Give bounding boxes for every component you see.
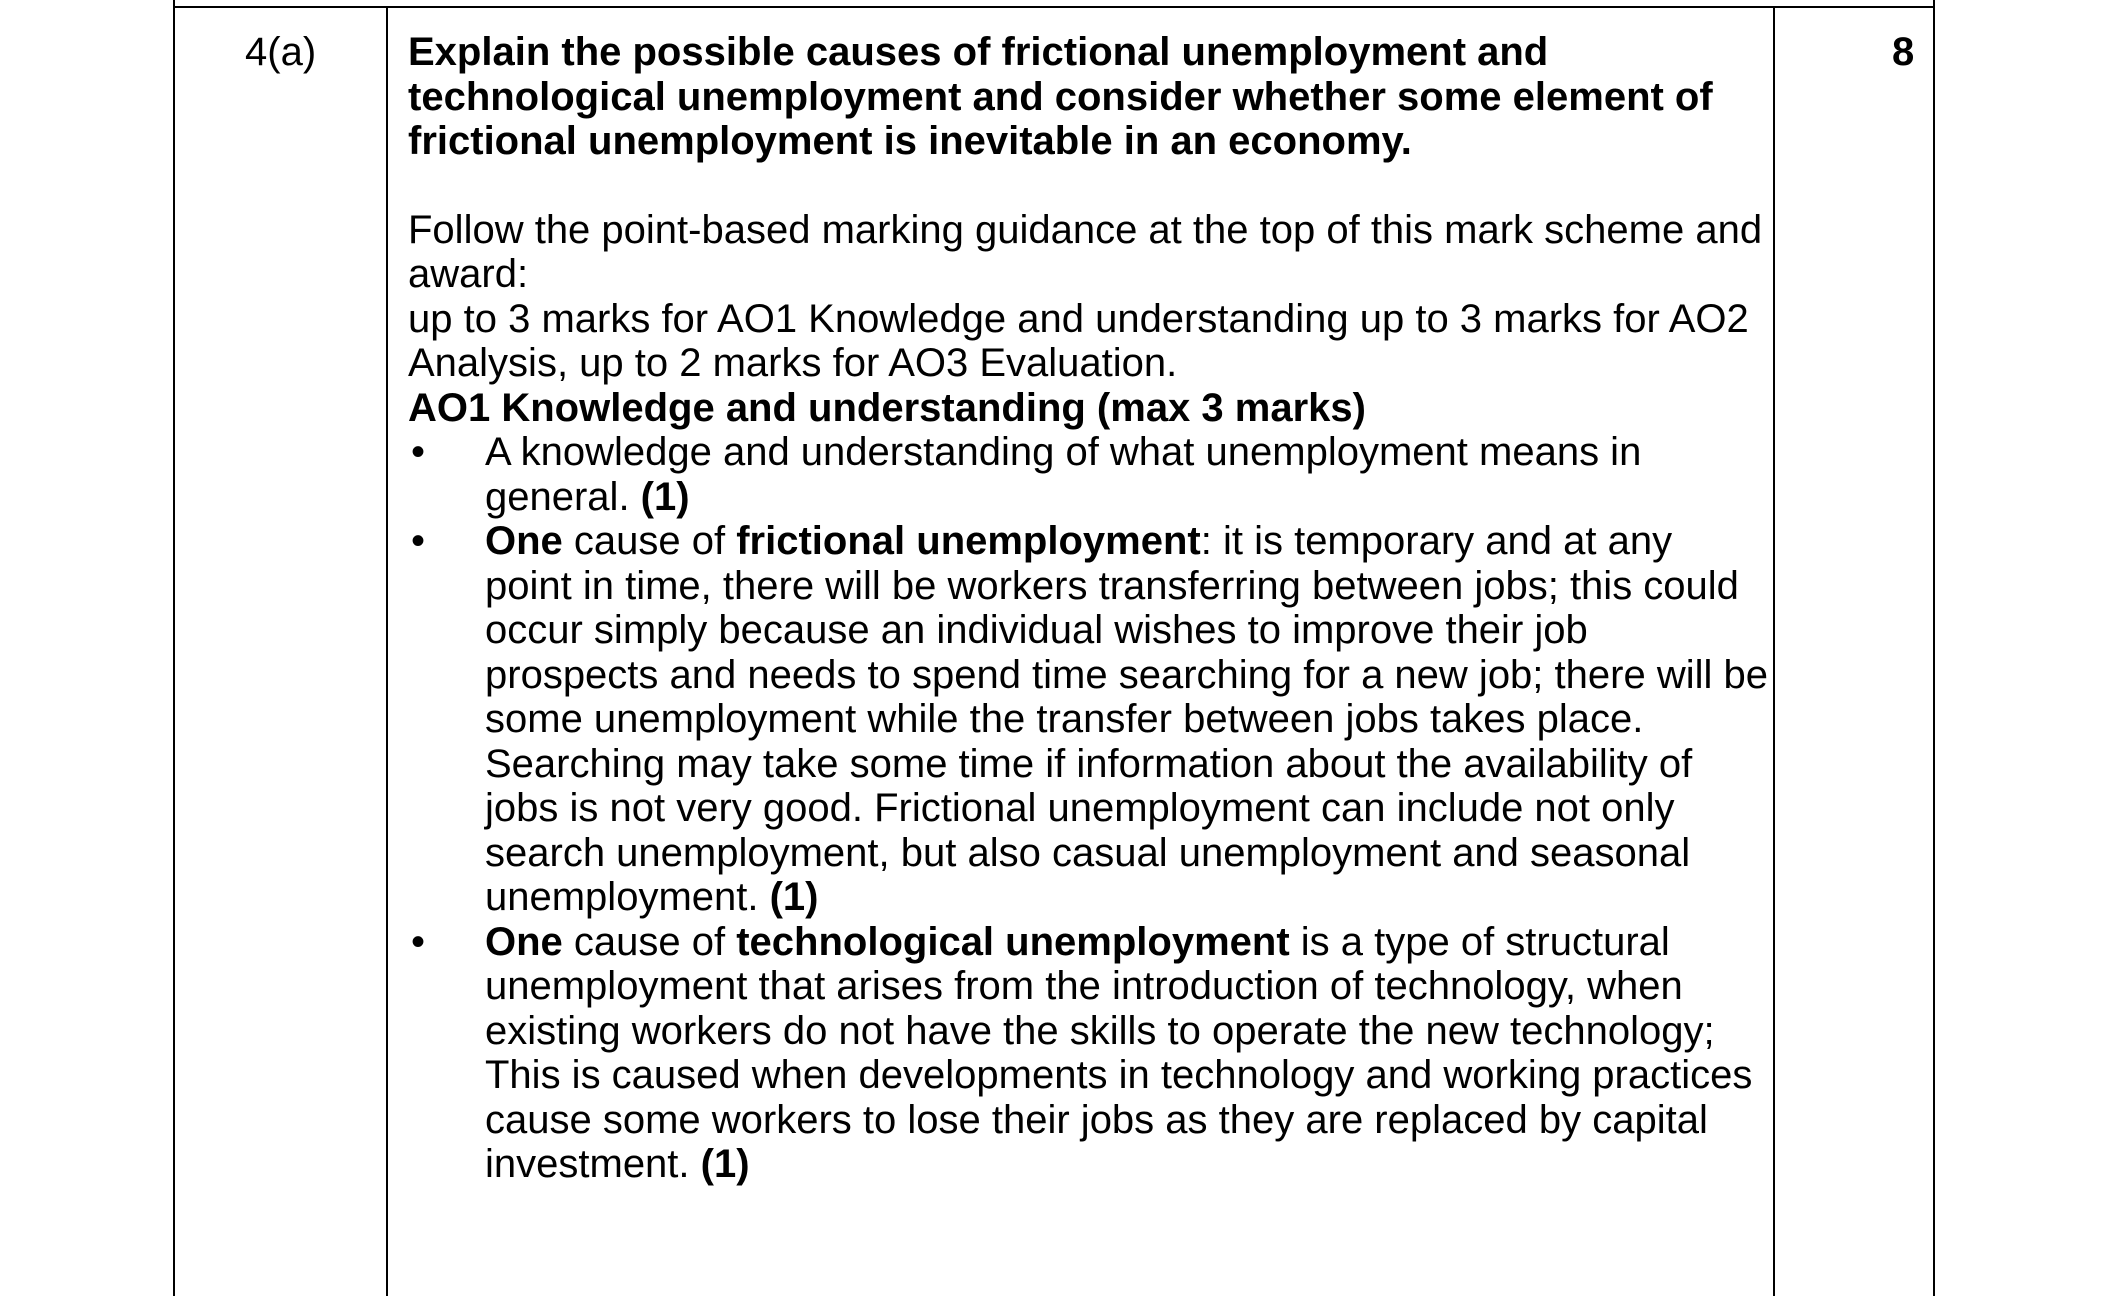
bullet-pre: cause of	[562, 919, 737, 964]
bullet-text: : it is temporary and at any point in time, there will be workers transferring between jobs; this could occur simply because an individual wishes to improve their job prospects and needs to spend time searching for a new job; there will be some unemployment while the transfer between jobs takes place. Searching may take some time if information about the availability of jobs is not very good. Frictional unemployment can include not only search unemployment, but also casual unemployment and seasonal unemployment.	[485, 519, 1768, 919]
guidance-line-1: Follow the point-based marking guidance at the top of this mark scheme and award:	[408, 207, 1763, 296]
bullet-lead: One	[485, 519, 563, 563]
question-number: 4(a)	[245, 30, 317, 74]
bullet-lead: One	[485, 919, 563, 964]
list-item	[408, 920, 1768, 1187]
answer-guidance-cell	[408, 30, 1768, 1187]
bullet-text: A knowledge and understanding of what unemployment means in general.	[485, 430, 1642, 519]
bullet-mark: (1)	[640, 474, 690, 519]
list-item	[408, 519, 1768, 920]
bullet-term: frictional unemployment	[736, 519, 1201, 563]
bullet-text: is a type of structural unemployment that arises from the introduction of technology, when existing workers do not have the skills to operate the new technology; This is caused when developments in technology and working practices cause some workers to lose their jobs as they are replaced by capital investment.	[485, 919, 1753, 1186]
question-text: Explain the possible causes of frictional unemployment and technological unemployment and consider whether some element of frictional unemployment is inevitable in an economy.	[408, 30, 1713, 163]
guidance-line-2: up to 3 marks for AO1 Knowledge and understanding up to 3 marks for AO2 Analysis, up to 2 marks for AO3 Evaluation.	[408, 296, 1749, 385]
list-item	[408, 430, 1768, 519]
column-divider-2	[1773, 6, 1775, 1296]
bullet-icon: •	[411, 430, 426, 474]
column-divider-1	[386, 6, 388, 1296]
question-marks: 8	[1892, 30, 1915, 74]
table-top-border	[173, 6, 1935, 8]
table-right-border	[1933, 0, 1935, 1296]
bullet-term: technological unemployment	[736, 919, 1290, 964]
ao1-heading: AO1 Knowledge and understanding (max 3 marks)	[408, 385, 1366, 430]
bullet-icon: •	[411, 519, 426, 563]
table-left-border	[173, 0, 175, 1296]
bullet-pre: cause of	[562, 519, 737, 563]
ao1-bullet-list	[408, 430, 1768, 1187]
bullet-mark: (1)	[700, 1142, 750, 1186]
bullet-mark: (1)	[769, 875, 819, 919]
bullet-icon: •	[411, 919, 426, 964]
